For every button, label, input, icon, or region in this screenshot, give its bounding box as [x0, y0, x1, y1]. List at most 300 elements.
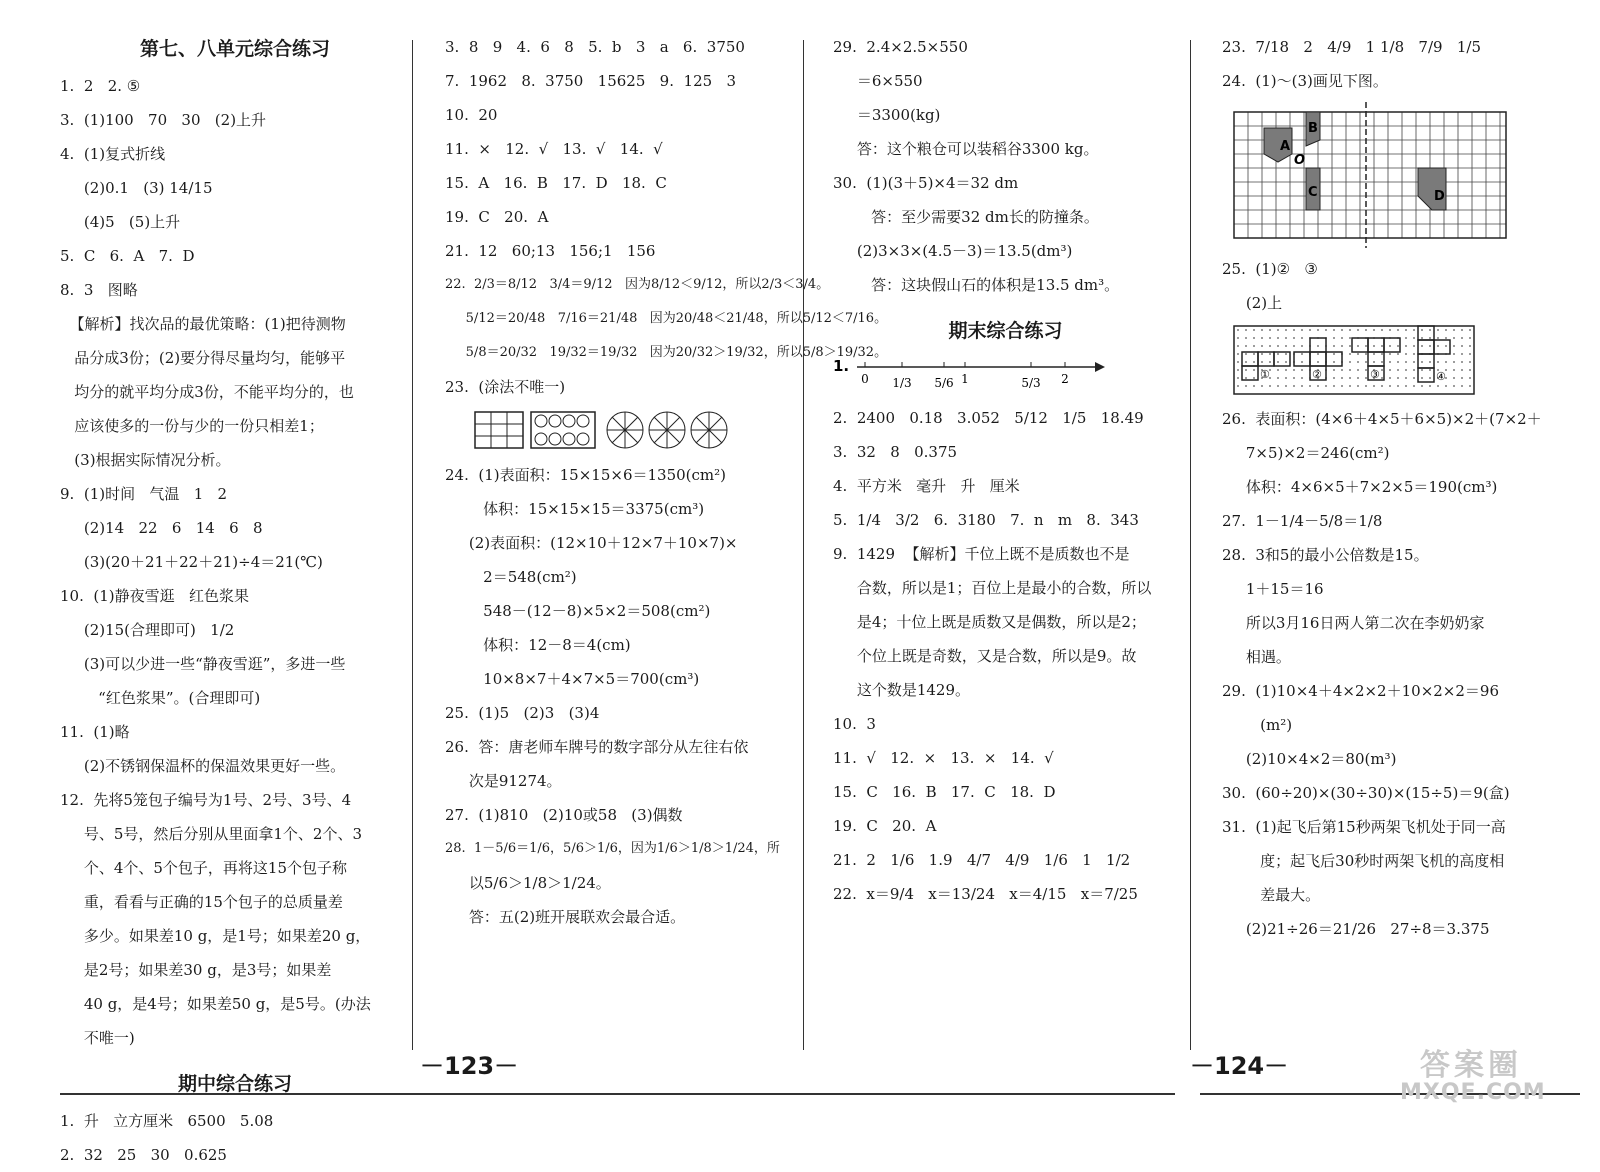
grid-dot [1349, 329, 1351, 331]
answer-line: 21. 2 1/6 1.9 4/7 4/9 1/6 1 1/2 [833, 851, 1131, 869]
grid-dot [1237, 337, 1239, 339]
grid-dot [1301, 369, 1303, 371]
grid-dot [1237, 369, 1239, 371]
grid-dot [1245, 353, 1247, 355]
answer-line: ＝6×550 [833, 72, 923, 90]
grid-dot [1333, 377, 1335, 379]
grid-dot [1333, 353, 1335, 355]
answer-line: 2. 2400 0.18 3.052 5/12 1/5 18.49 [833, 409, 1144, 427]
grid-dot [1421, 337, 1423, 339]
grid-dot [1309, 385, 1311, 387]
grid-dot [1245, 369, 1247, 371]
answer-line: 重，看看与正确的15个包子的总质量差 [60, 893, 343, 911]
footer-rule-left [60, 1093, 1175, 1095]
grid-dot [1349, 377, 1351, 379]
grid-dot [1381, 361, 1383, 363]
answer-line: 29. (1)10×4＋4×2×2＋10×2×2＝96 [1222, 682, 1500, 700]
grid-dot [1357, 353, 1359, 355]
grid-dot [1317, 385, 1319, 387]
tick-label: 0 [861, 372, 869, 386]
grid-dot [1429, 361, 1431, 363]
grid-dot [1349, 337, 1351, 339]
answer-line: (3)根据实际情况分析。 [60, 451, 231, 469]
answer-line: 所以3月16日两人第二次在李奶奶家 [1222, 614, 1485, 632]
grid-dot [1333, 329, 1335, 331]
grid-dot [1261, 385, 1263, 387]
grid-dot [1277, 329, 1279, 331]
answer-line: (2)上 [1222, 294, 1283, 312]
answer-line: 1. 升 立方厘米 6500 5.08 [60, 1112, 274, 1130]
grid-dot [1421, 329, 1423, 331]
grid-dot [1269, 329, 1271, 331]
grid-dot [1325, 329, 1327, 331]
grid-dot [1245, 345, 1247, 347]
grid-dot [1341, 377, 1343, 379]
section-heading-final: 期末综合练习 [948, 320, 1063, 342]
grid-dot [1445, 337, 1447, 339]
answer-line: 答：五(2)班开展联欢会最合适。 [445, 908, 686, 926]
grid-dot [1277, 361, 1279, 363]
answer-line: 1. 2 2. ⑤ [60, 77, 141, 95]
answer-line: 10×8×7＋4×7×5＝700(cm³) [445, 670, 700, 688]
grid-dot [1429, 377, 1431, 379]
answer-line: (m²) [1222, 716, 1293, 734]
grid-dot [1357, 369, 1359, 371]
grid-dot [1445, 329, 1447, 331]
grid-dot [1349, 353, 1351, 355]
grid-dot [1389, 353, 1391, 355]
grid-dot [1253, 369, 1255, 371]
grid-dot [1237, 361, 1239, 363]
answer-line: 5. C 6. A 7. D [60, 247, 195, 265]
grid-dot [1429, 369, 1431, 371]
circles-rectangle-figure [531, 412, 595, 448]
answer-line: 2＝548(cm²) [445, 568, 577, 586]
grid-dot [1469, 345, 1471, 347]
grid-dot [1277, 377, 1279, 379]
answer-line: 5. 1/4 3/2 6. 3180 7. n m 8. 343 [833, 511, 1139, 529]
answer-line: 9. (1)时间 气温 1 2 [60, 485, 228, 503]
grid-dot [1285, 345, 1287, 347]
grid-dot [1469, 353, 1471, 355]
grid-dot [1341, 369, 1343, 371]
grid-dot [1333, 345, 1335, 347]
grid-label: D [1434, 189, 1445, 204]
grid-dot [1277, 369, 1279, 371]
grid-dot [1405, 385, 1407, 387]
grid-dot [1453, 369, 1455, 371]
grid-dot [1389, 345, 1391, 347]
answer-line: 9. 1429 【解析】千位上既不是质数也不是 [833, 545, 1130, 563]
grid-dot [1461, 361, 1463, 363]
grid-dot [1237, 345, 1239, 347]
answer-line: 体积：15×15×15＝3375(cm³) [445, 500, 705, 518]
grid-dot [1253, 345, 1255, 347]
grid-dot [1413, 345, 1415, 347]
answer-line: 22. 2/3＝8/12 3/4＝9/12 因为8/12＜9/12，所以2/3＜3/4。 [445, 277, 830, 292]
grid-dot [1397, 353, 1399, 355]
answer-line: 5/8＝20/32 19/32＝19/32 因为20/32＞19/32，所以5/8＞19/32。 [445, 345, 888, 360]
answer-line: 11. (1)略 [60, 723, 130, 741]
grid-dot [1429, 345, 1431, 347]
answer-line: 23. 7/18 2 4/9 1 1/8 7/9 1/5 [1222, 38, 1482, 56]
grid-dot [1445, 385, 1447, 387]
grid-dot [1421, 369, 1423, 371]
grid-label: C [1308, 185, 1318, 200]
grid-dot [1365, 377, 1367, 379]
answer-line: 23. (涂法不唯一) [445, 378, 566, 396]
answer-line: 答：至少需要32 dm长的防撞条。 [833, 208, 1099, 226]
answer-line: 号、5号，然后分别从里面拿1个、2个、3 [60, 825, 363, 843]
grid-dot [1301, 329, 1303, 331]
grid-dot [1277, 353, 1279, 355]
grid-dot [1341, 345, 1343, 347]
grid-dot [1245, 385, 1247, 387]
grid-dot [1373, 385, 1375, 387]
grid-rectangle-figure [475, 412, 523, 448]
answer-line: 品分成3份；(2)要分得尽量均匀，能够平 [60, 349, 346, 367]
grid-dot [1269, 345, 1271, 347]
grid-dot [1333, 337, 1335, 339]
grid-dot [1357, 385, 1359, 387]
grid-dot [1413, 369, 1415, 371]
grid-dot [1437, 329, 1439, 331]
answer-line: 8. 3 图略 [60, 281, 138, 299]
grid-dot [1429, 337, 1431, 339]
grid-dot [1293, 337, 1295, 339]
grid-dot [1301, 361, 1303, 363]
grid-dot [1285, 369, 1287, 371]
grid-dot [1261, 353, 1263, 355]
grid-dot [1453, 385, 1455, 387]
grid-dot [1261, 345, 1263, 347]
grid-dot [1293, 377, 1295, 379]
grid-dot [1333, 361, 1335, 363]
grid-dot [1357, 345, 1359, 347]
answer-line: 合数，所以是1；百位上是最小的合数，所以 [833, 579, 1152, 597]
dot-grid-border [1234, 326, 1474, 394]
answer-line: 多少。如果差10 g，是1号；如果差20 g， [60, 927, 371, 945]
grid-dot [1349, 385, 1351, 387]
answer-line: 22. x＝9/4 x＝13/24 x＝4/15 x＝7/25 [833, 885, 1138, 903]
grid-dot [1317, 353, 1319, 355]
answer-line: 【解析】找次品的最优策略：(1)把待测物 [60, 315, 346, 333]
grid-dot [1365, 353, 1367, 355]
tick-label: 1/3 [892, 376, 912, 390]
grid-dot [1285, 337, 1287, 339]
grid-dot [1453, 329, 1455, 331]
grid-dot [1317, 361, 1319, 363]
answer-line: 27. 1－1/4－5/8＝1/8 [1222, 512, 1383, 530]
answer-line: 31. (1)起飞后第15秒两架飞机处于同一高 [1222, 818, 1506, 836]
grid-dot [1301, 353, 1303, 355]
grid-dot [1469, 377, 1471, 379]
grid-dot [1453, 345, 1455, 347]
grid-dot [1405, 345, 1407, 347]
grid-dot [1397, 361, 1399, 363]
grid-dot [1341, 337, 1343, 339]
answer-line: 2. 32 25 30 0.625 [60, 1146, 227, 1164]
answer-line: (2)14 22 6 14 6 8 [60, 519, 263, 537]
answer-line: 4. 平方米 毫升 升 厘米 [833, 477, 1020, 495]
answer-line: 应该使多的一份与少的一份只相差1； [60, 417, 324, 435]
grid-dot [1405, 353, 1407, 355]
grid-dot [1437, 345, 1439, 347]
grid-dot [1381, 385, 1383, 387]
answer-line: 个、4个、5个包子，再将这15个包子称 [60, 859, 348, 877]
grid-dot [1253, 329, 1255, 331]
answer-line: 3. 32 8 0.375 [833, 443, 958, 461]
grid-dot [1293, 369, 1295, 371]
answer-line: 度；起飞后30秒时两架飞机的高度相 [1222, 852, 1505, 870]
answer-line: 答：这个粮仓可以装稻谷3300 kg。 [833, 140, 1099, 158]
grid-dot [1469, 369, 1471, 371]
answer-line: 答：这块假山石的体积是13.5 dm³。 [833, 276, 1120, 294]
answer-line: ＝3300(kg) [833, 106, 941, 124]
answer-line: 次是91274。 [445, 772, 562, 790]
shape-label: ① [1260, 368, 1270, 381]
grid-dot [1349, 369, 1351, 371]
grid-dot [1237, 377, 1239, 379]
column-3 [833, 30, 1178, 911]
answer-line: 均分的就平均分成3份，不能平均分的，也 [60, 383, 354, 401]
grid-dot [1269, 361, 1271, 363]
answer-line: 不唯一) [60, 1029, 135, 1047]
grid-dot [1453, 377, 1455, 379]
number-line-arrow [1095, 362, 1105, 372]
grid-dot [1461, 385, 1463, 387]
grid-dot [1453, 353, 1455, 355]
answer-line: (3)(20＋21＋22＋21)÷4＝21(℃) [60, 553, 323, 571]
answer-line: 28. 3和5的最小公倍数是15。 [1222, 546, 1429, 564]
section-heading-midterm: 期中综合练习 [177, 1073, 292, 1095]
answer-line: 3. 8 9 4. 6 8 5. b 3 a 6. 3750 [445, 38, 745, 56]
answer-line: (2)10×4×2＝80(m³) [1222, 750, 1397, 768]
grid-dot [1293, 345, 1295, 347]
shape-label: ④ [1436, 370, 1446, 383]
grid-dot [1429, 385, 1431, 387]
answer-line: 26. 答：唐老师车牌号的数字部分从左往右依 [445, 738, 749, 756]
answer-line: 5/12＝20/48 7/16＝21/48 因为20/48＜21/48，所以5/12＜7/16。 [445, 311, 888, 326]
answer-line: 21. 12 60;13 156;1 156 [445, 242, 656, 260]
grid-dot [1341, 385, 1343, 387]
answer-line: 19. C 20. A [833, 817, 937, 835]
grid-label: O [1294, 153, 1306, 168]
grid-dot [1277, 385, 1279, 387]
answer-line: 548－(12－8)×5×2＝508(cm²) [445, 602, 711, 620]
grid-dot [1293, 385, 1295, 387]
answer-list-units-7-8 [60, 69, 410, 1055]
grid-dot [1365, 369, 1367, 371]
watermark-logo [1400, 1040, 1600, 1120]
answer-line: (2)21÷26＝21/26 27÷8＝3.375 [1222, 920, 1490, 938]
answer-line: 11. √ 12. × 13. × 14. √ [833, 749, 1054, 767]
grid-dot [1373, 345, 1375, 347]
column-divider-1 [412, 40, 413, 1050]
grid-dot [1285, 329, 1287, 331]
answer-line: 15. C 16. B 17. C 18. D [833, 783, 1056, 801]
grid-dot [1469, 329, 1471, 331]
answer-line: 19. C 20. A [445, 208, 549, 226]
grid-dot [1469, 361, 1471, 363]
grid-dot [1461, 345, 1463, 347]
answer-line: 25. (1)5 (2)3 (3)4 [445, 704, 600, 722]
grid-dot [1389, 329, 1391, 331]
grid-dot [1373, 361, 1375, 363]
grid-dot [1365, 385, 1367, 387]
answer-line: 是4；十位上既是质数又是偶数，所以是2； [833, 613, 1146, 631]
answer-line: 3. (1)100 70 30 (2)上升 [60, 111, 267, 129]
answer-line: 这个数是1429。 [833, 681, 971, 699]
column-1 [60, 30, 410, 1172]
watermark-url: MXQE.COM [1400, 1080, 1546, 1105]
grid-dot [1381, 353, 1383, 355]
grid-dot [1333, 385, 1335, 387]
grid-dot [1301, 377, 1303, 379]
grid-dot [1277, 345, 1279, 347]
column-divider-2 [803, 40, 804, 1050]
answer-line: 10. 20 [445, 106, 498, 124]
grid-dot [1253, 377, 1255, 379]
answer-line: 差最大。 [1222, 886, 1321, 904]
grid-dot [1461, 329, 1463, 331]
grid-dot [1301, 345, 1303, 347]
grid-dot [1469, 385, 1471, 387]
grid-dot [1365, 345, 1367, 347]
answer-line: 27. (1)810 (2)10或58 (3)偶数 [445, 806, 683, 824]
page-number-124: －124－ [1190, 1052, 1289, 1080]
section-heading-units-7-8: 第七、八单元综合练习 [139, 38, 330, 60]
grid-dot [1445, 345, 1447, 347]
grid-dot [1325, 385, 1327, 387]
answer-line: 10. (1)静夜雪逛 红色浆果 [60, 587, 249, 605]
grid-dot [1461, 337, 1463, 339]
grid-dot [1445, 361, 1447, 363]
grid-dot [1413, 361, 1415, 363]
grid-dot [1349, 361, 1351, 363]
grid-dot [1301, 337, 1303, 339]
grid-dot [1397, 369, 1399, 371]
grid-dot [1357, 377, 1359, 379]
grid-dot [1453, 361, 1455, 363]
grid-dot [1397, 385, 1399, 387]
grid-dot [1253, 361, 1255, 363]
grid-dot [1389, 385, 1391, 387]
grid-dot [1269, 353, 1271, 355]
grid-dot [1405, 361, 1407, 363]
answer-line: (2)3×3×(4.5－3)＝13.5(dm³) [833, 242, 1073, 260]
answer-line: (2)表面积：(12×10＋12×7＋10×7)× [445, 534, 738, 552]
grid-dot [1429, 329, 1431, 331]
grid-dot [1301, 385, 1303, 387]
grid-dot [1245, 361, 1247, 363]
grid-dot [1333, 369, 1335, 371]
grid-dot [1373, 329, 1375, 331]
grid-dot [1469, 337, 1471, 339]
grid-dot [1317, 329, 1319, 331]
tick-label: 2 [1061, 372, 1069, 386]
grid-dot [1405, 377, 1407, 379]
grid-dot [1237, 353, 1239, 355]
answer-line: (2)0.1 (3) 14/15 [60, 179, 213, 197]
grid-dot [1293, 329, 1295, 331]
grid-dot [1405, 369, 1407, 371]
answer-line: 24. (1)～(3)画见下图。 [1222, 72, 1388, 90]
answer-line: 个位上既是奇数，又是合数，所以是9。故 [833, 647, 1137, 665]
grid-dot [1341, 329, 1343, 331]
answer-line: 30. (1)(3＋5)×4＝32 dm [833, 174, 1019, 192]
answer-line: 4. (1)复式折线 [60, 145, 166, 163]
grid-dot [1237, 385, 1239, 387]
grid-dot [1413, 329, 1415, 331]
grid-dot [1397, 329, 1399, 331]
answer-line: 29. 2.4×2.5×550 [833, 38, 968, 56]
grid-dot [1405, 337, 1407, 339]
answer-line: (2)不锈钢保温杯的保温效果更好一些。 [60, 757, 346, 775]
grid-dot [1373, 353, 1375, 355]
answer-line: 25. (1)② ③ [1222, 260, 1318, 278]
grid-dot [1381, 377, 1383, 379]
grid-dot [1389, 369, 1391, 371]
answer-line: 40 g，是4号；如果差50 g，是5号。(办法 [60, 995, 371, 1013]
grid-label: B [1308, 121, 1318, 136]
grid-dot [1357, 361, 1359, 363]
grid-dot [1285, 377, 1287, 379]
grid-dot [1245, 329, 1247, 331]
answer-line: 体积：4×6×5＋7×2×5＝190(cm³) [1222, 478, 1498, 496]
grid-dot [1245, 377, 1247, 379]
answer-line: 30. (60÷20)×(30÷30)×(15÷5)＝9(盒) [1222, 784, 1510, 802]
grid-dot [1253, 353, 1255, 355]
grid-dot [1285, 361, 1287, 363]
grid-dot [1381, 345, 1383, 347]
coordinate-grid-figure [1222, 102, 1522, 248]
grid-dot [1365, 329, 1367, 331]
answer-line: 是2号；如果差30 g，是3号；如果差 [60, 961, 332, 979]
shape-label: ③ [1370, 368, 1380, 381]
grid-dot [1421, 345, 1423, 347]
view-shapes-figure [1222, 324, 1482, 398]
grid-dot [1357, 329, 1359, 331]
shading-figures [445, 408, 745, 454]
answer-line: (3)可以少进一些“静夜雪逛”，多进一些 [60, 655, 346, 673]
answer-line: (2)15(合理即可) 1/2 [60, 621, 235, 639]
grid-dot [1277, 337, 1279, 339]
tick-label: 5/3 [1021, 376, 1041, 390]
grid-dot [1461, 369, 1463, 371]
grid-dot [1453, 337, 1455, 339]
answer-line: 10. 3 [833, 715, 876, 733]
answer-line: 1＋15＝16 [1222, 580, 1324, 598]
answer-line: 7×5)×2＝246(cm²) [1222, 444, 1390, 462]
grid-dot [1461, 377, 1463, 379]
answer-line: 7. 1962 8. 3750 15625 9. 125 3 [445, 72, 736, 90]
tick-label: 1 [961, 372, 969, 386]
number-line-figure [833, 351, 1133, 397]
grid-dot [1397, 377, 1399, 379]
answer-line: “红色浆果”。(合理即可) [60, 689, 261, 707]
grid-dot [1421, 361, 1423, 363]
answer-line: 相遇。 [1222, 648, 1291, 666]
grid-dot [1397, 345, 1399, 347]
grid-dot [1309, 329, 1311, 331]
grid-dot [1437, 337, 1439, 339]
grid-dot [1389, 377, 1391, 379]
grid-dot [1381, 369, 1383, 371]
answer-line: 15. A 16. B 17. D 18. C [445, 174, 667, 192]
tick-label: 5/6 [934, 376, 954, 390]
answer-line: 26. 表面积：(4×6＋4×5＋6×5)×2＋(7×2＋ [1222, 410, 1542, 428]
